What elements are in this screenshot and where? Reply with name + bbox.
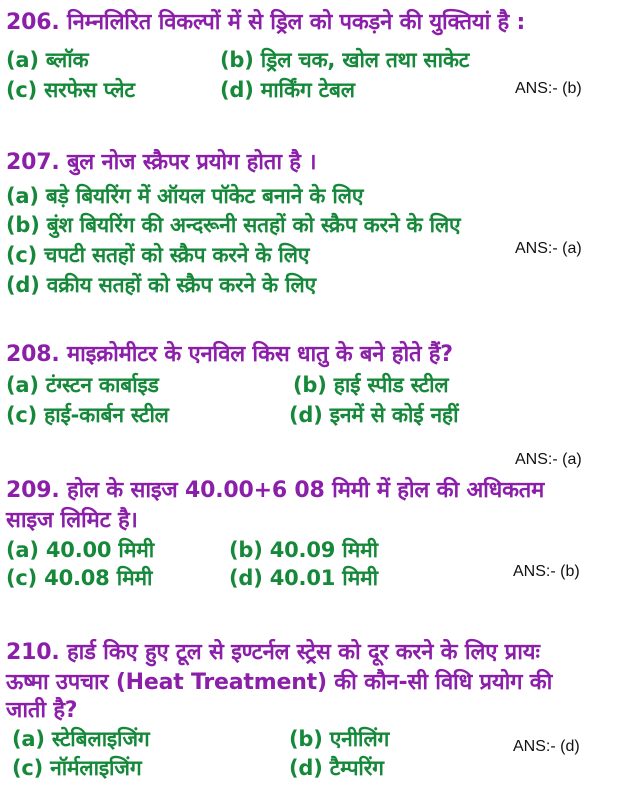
q206-option-c: (c) सरफेस प्लेट — [6, 78, 135, 102]
q206-answer: ANS:- (b) — [515, 80, 582, 97]
q209-answer: ANS:- (b) — [513, 563, 580, 580]
q209-option-b: (b) 40.09 मिमी — [229, 538, 378, 562]
question-207: 207. बुल नोज स्क्रैपर प्रयोग होता है । — [6, 150, 317, 175]
q208-option-a: (a) टंग्स्टन कार्बाइड — [6, 373, 159, 397]
question-206: 206. निम्नलिरित विकल्पों में से ड्रिल को पकड़ने की युक्तियां है : — [6, 10, 526, 35]
q207-option-a: (a) बड़े बियरिंग में ऑयल पॉकेट बनाने के लिए — [6, 184, 364, 208]
q210-option-b: (b) एनीलिंग — [289, 727, 390, 751]
q208-option-b: (b) हाई स्पीड स्टील — [293, 373, 449, 397]
q207-option-c: (c) चपटी सतहों को स्क्रैप करने के लिए — [6, 243, 310, 267]
q206-option-b: (b) ड्रिल चक, खोल तथा साकेट — [220, 48, 470, 72]
question-210-line1: 210. हार्ड किए हुए टूल से इण्टर्नल स्ट्रेस को दूर करने के लिए प्रायः — [6, 640, 540, 665]
q210-option-c: (c) नॉर्मलाइजिंग — [12, 756, 142, 780]
q210-option-d: (d) टैम्परिंग — [289, 756, 384, 780]
q209-option-c: (c) 40.08 मिमी — [6, 566, 153, 590]
question-210-line2: ऊष्मा उपचार (Heat Treatment) की कौन-सी विधि प्रयोग की — [6, 670, 553, 695]
question-208: 208. माइक्रोमीटर के एनविल किस धातु के बने होते हैं? — [6, 342, 453, 367]
q209-option-d: (d) 40.01 मिमी — [229, 566, 378, 590]
q207-option-d: (d) वक्रीय सतहों को स्क्रैप करने के लिए — [6, 273, 316, 297]
q209-option-a: (a) 40.00 मिमी — [6, 538, 155, 562]
question-210-line3: जाती है? — [6, 698, 78, 723]
q207-answer: ANS:- (a) — [515, 240, 582, 257]
q208-answer: ANS:- (a) — [515, 451, 582, 468]
q207-option-b: (b) बुंश बियरिंग की अन्दरूनी सतहों को स्क्रैप करने के लिए — [6, 213, 461, 237]
q206-option-a: (a) ब्लॉक — [6, 48, 89, 72]
q208-option-d: (d) इनमें से कोई नहीं — [289, 403, 459, 427]
question-209-line1: 209. होल के साइज 40.00+6 08 मिमी में होल की अधिकतम — [6, 478, 545, 503]
q210-answer: ANS:- (d) — [513, 738, 580, 755]
question-209-line2: साइज लिमिट है। — [6, 508, 138, 533]
q210-option-a: (a) स्टेबिलाइजिंग — [12, 727, 150, 751]
q208-option-c: (c) हाई-कार्बन स्टील — [6, 403, 169, 427]
q206-option-d: (d) मार्किंग टेबल — [220, 78, 355, 102]
